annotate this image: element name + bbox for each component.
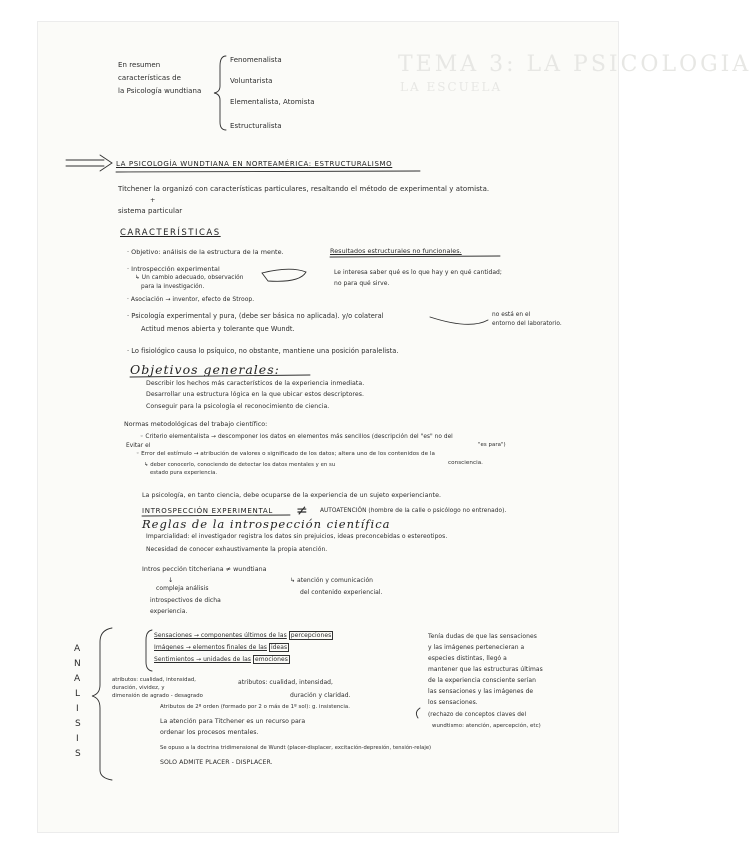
titchener-line-2: sistema particular	[118, 207, 183, 215]
titchener-plus: +	[150, 196, 156, 204]
analisis-letter-n: N	[74, 659, 81, 669]
intros-comp-left-3: experiencia.	[150, 608, 188, 615]
objetivo-item-2: Desarrollar una estructura lógica en la que ubicar estos descriptores.	[146, 391, 365, 398]
objetivos-heading: Objetivos generales:	[130, 362, 280, 377]
caracteristicas-heading: CARACTERÍSTICAS	[120, 228, 221, 238]
atributos-segundo-orden: Atributos de 2º orden (formado por 2 o más de 1º sol): g. insistencia.	[160, 704, 350, 710]
analisis-letter-a1: A	[74, 644, 81, 654]
imagenes-box: ideas	[270, 644, 288, 651]
analisis-letter-s1: S	[75, 719, 81, 729]
normas-criterio: ◦ Criterio elementalista → descomponer los datos en elementos más sencillos (descripción del "es" no del	[140, 434, 453, 440]
introspeccion-2: ↳ Un cambio adecuado, observación	[135, 275, 244, 281]
introspeccion-right: AUTOATENCIÓN (hombre de la calle o psicólogo no entrenado).	[320, 508, 507, 514]
summary-label-1: En resumen	[118, 61, 161, 69]
imagenes-text: Imágenes → elementos finales de las	[154, 644, 267, 651]
reglas-item-1: Imparcialidad: el investigador registra los datos sin prejuicios, ideas preconcebidas o estereotipos.	[146, 533, 448, 540]
watermark-subtitle: LA ESCUELA	[400, 80, 503, 94]
normas-deber-1: ↳ deber conocerlo, conociendo de detectar los datos mentales y en su	[144, 462, 336, 468]
rechazo-2: wundtismo: atención, apercepción, etc)	[432, 723, 541, 729]
atencion-2: ordenar los procesos mentales.	[160, 729, 259, 736]
rechazo-1: (rechazo de conceptos claves del	[428, 712, 527, 718]
introspeccion-1: · Introspección experimental	[127, 265, 220, 273]
objetivo-item-1: Describir los hechos más característicos de la experiencia inmediata.	[146, 380, 365, 387]
right-note-2: y las imágenes pertenecieran a	[428, 644, 525, 651]
atencion-1: La atención para Titchener es un recurso para	[160, 718, 306, 725]
introspeccion-neq: ≠	[296, 503, 310, 519]
analisis-letter-i1: I	[76, 704, 79, 714]
psico-exp-right-2: entorno del laboratorio.	[492, 321, 562, 327]
reglas-heading: Reglas de la introspección científica	[142, 517, 391, 531]
oposo-line: Se opuso a la doctrina tridimensional de Wundt (placer-displacer, excitación-depresión, tensión-relaje)	[160, 745, 432, 751]
reglas-item-2: Necesidad de conocer exhaustivamente la propia atención.	[146, 546, 328, 553]
summary-label-3: la Psicología wundtiana	[118, 87, 202, 95]
objetivo-item-3: Conseguir para la psicología el reconocimiento de ciencia.	[146, 403, 330, 410]
normas-criterio-quote: "es para")	[478, 442, 506, 448]
normas-evitar: Evitar el	[126, 443, 151, 449]
introspeccion-right-2: no para qué sirve.	[334, 280, 390, 287]
intros-comp-left-2: introspectivos de dicha	[150, 597, 221, 604]
right-note-3: especies distintas, llegó a	[428, 655, 507, 662]
right-note-4: mantener que las estructuras últimas	[428, 666, 543, 673]
sentimientos-row	[154, 657, 290, 663]
summary-item-1: Fenomenalista	[230, 56, 282, 64]
solo-admite: SOLO ADMITE PLACER - DISPLACER.	[160, 759, 273, 766]
section-title: LA PSICOLOGÍA WUNDTIANA EN NORTEAMÉRICA: ESTRUCTURALISMO	[116, 160, 393, 168]
intros-comp-right-2: del contenido experiencial.	[300, 589, 383, 596]
sentimientos-text: Sentimientos → unidades de las	[154, 656, 251, 663]
atributos-left-1: atributos: cualidad, intensidad,	[112, 677, 197, 683]
intros-comp-line: Intros pección titcheriana ≠ wundtiana	[142, 566, 267, 573]
normas-deber-2: estado pura experiencia.	[150, 470, 218, 476]
normas-consciencia: consciencia.	[448, 460, 484, 466]
asociacion: · Asociación → inventor, efecto de Stroop.	[127, 296, 255, 303]
atributos-left-2: duración, vividez, y	[112, 685, 165, 691]
fisiologico: · Lo fisiológico causa lo psíquico, no obstante, mantiene una posición paralelista.	[127, 347, 399, 355]
introspeccion-left: INTROSPECCIÓN EXPERIMENTAL	[142, 507, 273, 515]
normas-heading: Normas metodológicas del trabajo científico:	[124, 421, 268, 428]
analisis-letter-a2: A	[74, 674, 81, 684]
intros-comp-left-arrow: ↓	[168, 576, 174, 584]
psicologia-experimental: · Psicología experimental y pura, (debe ser básica no aplicada). y/o colateral	[127, 312, 384, 320]
objetivo-left: · Objetivo: análisis de la estructura de la mente.	[127, 248, 284, 256]
right-note-1: Tenía dudas de que las sensaciones	[428, 633, 537, 640]
intros-comp-left-1: compleja análisis	[156, 585, 209, 592]
atributos-mid-2: duración y claridad.	[290, 692, 351, 699]
imagenes-row	[154, 645, 289, 651]
atributos-mid-1: atributos: cualidad, intensidad,	[238, 679, 333, 686]
intros-comp-right-1: ↳ atención y comunicación	[290, 577, 374, 584]
sentimientos-box: emociones	[254, 656, 288, 663]
summary-item-4: Estructuralista	[230, 122, 282, 130]
summary-label-2: características de	[118, 74, 182, 82]
summary-item-3: Elementalista, Atomista	[230, 98, 315, 106]
actitud: Actitud menos abierta y tolerante que Wundt.	[141, 325, 295, 333]
summary-item-2: Voluntarista	[230, 77, 273, 85]
psicologia-line: La psicología, en tanto ciencia, debe ocuparse de la experiencia de un sujeto experienciante.	[142, 492, 442, 499]
right-note-6: las sensaciones y las imágenes de	[428, 688, 534, 695]
introspeccion-3: para la investigación.	[141, 284, 205, 290]
right-note-5: de la experiencia consciente serían	[428, 677, 536, 684]
sensaciones-row	[154, 633, 333, 639]
right-note-7: los sensaciones.	[428, 699, 478, 706]
sensaciones-box: percepciones	[290, 632, 332, 639]
objetivo-right: Resultados estructurales no funcionales.	[330, 247, 462, 255]
titchener-line-1: Titchener la organizó con características particulares, resaltando el método de experimental y atomista.	[118, 185, 490, 193]
analisis-letter-l: L	[75, 689, 81, 699]
watermark-title: TEMA 3: LA PSICOLOGIA	[398, 52, 751, 77]
introspeccion-right-1: Le interesa saber qué es lo que hay y en qué cantidad;	[334, 269, 502, 276]
atributos-left-3: dimensión de agrado - desagrado	[112, 693, 203, 699]
analisis-letter-s2: S	[75, 749, 81, 759]
psico-exp-right-1: no está en el	[492, 312, 531, 318]
analisis-letter-i2: I	[76, 734, 79, 744]
normas-error: ◦ Error del estímulo → atribución de valores o significado de los datos; altera uno de los contenidos de la	[136, 451, 435, 457]
sensaciones-text: Sensaciones → componentes últimos de las	[154, 632, 287, 639]
